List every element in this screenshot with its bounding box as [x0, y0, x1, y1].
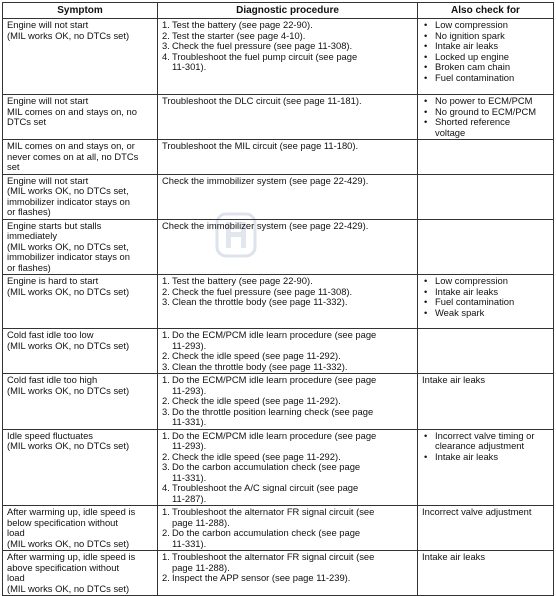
step-number: 1.: [162, 506, 170, 517]
also-check-item: [422, 117, 550, 128]
step-text-continued: page 11-288).: [172, 561, 230, 573]
also-check-text: No ground to ECM/PCM: [435, 106, 537, 117]
procedure-step: [162, 462, 414, 473]
also-check-cell: [418, 174, 554, 219]
symptom-line: (MIL works OK, no DTCs set): [7, 538, 130, 549]
symptom-line: below specification without: [7, 517, 118, 528]
also-check-text: Intake air leaks: [435, 41, 499, 51]
also-check-item: [422, 96, 550, 107]
also-check-text: Shorted reference: [435, 117, 511, 127]
table-row: [3, 506, 554, 551]
step-text: Check the idle speed (see page 11-292).: [172, 451, 341, 462]
also-check-text: Low compression: [435, 276, 508, 286]
also-check-item: [422, 297, 550, 308]
procedure-cell: [158, 140, 418, 175]
symptom-line: immobilizer indicator stays on: [7, 196, 130, 207]
procedure-cell: [158, 174, 418, 219]
step-text: Do the throttle position learning check (see page: [172, 406, 374, 417]
table-row: [3, 374, 554, 430]
also-check-cell: [418, 551, 554, 596]
symptom-line: load: [7, 528, 25, 538]
symptom-line: Engine will not start: [7, 96, 89, 106]
bullet-icon: •: [424, 285, 428, 297]
procedure-step: [162, 41, 414, 52]
also-check-text: Fuel contamination: [435, 297, 515, 307]
table-row: [3, 19, 554, 95]
step-number: 2.: [162, 527, 170, 538]
symptom-line: Engine will not start: [7, 20, 89, 30]
symptom-cell: [3, 174, 158, 219]
symptom-line: immediately: [7, 231, 58, 241]
step-text-continued: 11-331).: [172, 537, 207, 549]
bullet-icon: •: [424, 116, 428, 127]
symptom-line: After warming up, idle speed is: [7, 552, 136, 562]
also-check-text: Fuel contamination: [435, 72, 515, 83]
also-check-cell: [418, 506, 554, 551]
procedure-step: [162, 573, 414, 584]
bullet-icon: •: [424, 61, 428, 72]
step-text: Do the ECM/PCM idle learn procedure (see page: [172, 330, 377, 340]
bullet-icon: •: [424, 71, 428, 83]
bullet-icon: •: [424, 306, 428, 318]
procedure-step: [162, 507, 414, 518]
step-text: Test the starter (see page 4-10).: [172, 30, 306, 41]
procedure-cell: [158, 551, 418, 596]
symptom-cell: [3, 140, 158, 175]
also-check-item: [422, 41, 550, 52]
procedure-step: [162, 528, 414, 539]
step-number: 3.: [162, 360, 170, 372]
symptom-line: MIL comes on and stays on, or: [7, 141, 135, 151]
procedure-cell: [158, 506, 418, 551]
symptom-line: Engine is hard to start: [7, 276, 99, 286]
symptom-line: load: [7, 573, 25, 583]
also-check-cell: [418, 429, 554, 506]
procedure-step: [162, 297, 414, 308]
procedure-step: [162, 276, 414, 287]
step-text: Troubleshoot the fuel pump circuit (see page: [172, 51, 358, 62]
symptom-cell: [3, 275, 158, 329]
step-text: Inspect the APP sensor (see page 11-239).: [172, 573, 351, 583]
symptom-cell: [3, 329, 158, 374]
also-check-item: [422, 20, 550, 31]
step-text: Test the battery (see page 22-90).: [172, 20, 313, 30]
table-row: [3, 174, 554, 219]
bullet-icon: •: [424, 40, 428, 51]
symptom-line: (MIL works OK, no DTCs set): [7, 385, 130, 396]
step-number: 4.: [162, 50, 170, 62]
bullet-icon: •: [424, 50, 428, 62]
step-number: 1.: [162, 551, 170, 562]
procedure-step: [162, 396, 414, 407]
also-check-cell: [418, 275, 554, 329]
bullet-icon: •: [424, 95, 428, 106]
step-number: 3.: [162, 40, 170, 51]
bullet-icon: •: [424, 296, 428, 307]
step-number: 2.: [162, 350, 170, 361]
table-row: [3, 275, 554, 329]
symptom-line: never comes on at all, no DTCs: [7, 151, 139, 162]
symptom-line: (MIL works OK, no DTCs set,: [7, 186, 129, 196]
table-row: [3, 219, 554, 275]
diagnostic-table: [2, 2, 554, 596]
also-check-item: [422, 73, 550, 84]
also-check-item: [422, 107, 550, 118]
symptom-line: (MIL works OK, no DTCs set): [7, 583, 130, 594]
procedure-step: [162, 375, 414, 386]
step-text-continued: 11-331).: [172, 416, 207, 427]
symptom-line: (MIL works OK, no DTCs set): [7, 286, 130, 297]
symptom-cell: [3, 19, 158, 95]
header-symptom: Symptom: [3, 3, 158, 19]
procedure-text: Troubleshoot the DLC circuit (see page 11-181).: [162, 96, 362, 106]
also-check-text: Intake air leaks: [435, 286, 499, 297]
symptom-line: or flashes): [7, 262, 51, 273]
step-text: Check the fuel pressure (see page 11-308).: [172, 286, 353, 297]
symptom-line: Cold fast idle too high: [7, 375, 98, 385]
symptom-line: above specification without: [7, 562, 120, 573]
symptom-line: set: [7, 162, 20, 172]
symptom-line: or flashes): [7, 207, 51, 217]
procedure-text: Check the immobilizer system (see page 22-429).: [162, 175, 369, 186]
procedure-step: [162, 351, 414, 362]
step-text-continued: 11-331).: [172, 471, 207, 483]
step-number: 2.: [162, 395, 170, 406]
step-number: 2.: [162, 285, 170, 297]
symptom-line: After warming up, idle speed is: [7, 507, 136, 517]
step-text: Do the ECM/PCM idle learn procedure (see page: [172, 430, 377, 441]
symptom-line: (MIL works OK, no DTCs set): [7, 441, 130, 451]
step-text-continued: 11-287).: [172, 492, 207, 504]
symptom-cell: [3, 95, 158, 140]
also-check-cell: [418, 19, 554, 95]
step-number: 3.: [162, 461, 170, 472]
step-text: Troubleshoot the alternator FR signal circuit (see: [172, 552, 375, 562]
step-number: 2.: [162, 572, 170, 583]
procedure-text: Troubleshoot the MIL circuit (see page 11-180).: [162, 141, 359, 151]
also-check-text: Intake air leaks: [422, 552, 486, 562]
header-diagnostic-procedure: Diagnostic procedure: [158, 3, 418, 19]
step-number: 1.: [162, 275, 170, 286]
table-row: [3, 551, 554, 596]
step-number: 3.: [162, 405, 170, 417]
symptom-line: immobilizer indicator stays on: [7, 252, 130, 262]
step-text: Do the carbon accumulation check (see page: [172, 528, 361, 538]
symptom-line: Engine starts but stalls: [7, 220, 102, 231]
step-number: 1.: [162, 19, 170, 30]
procedure-cell: [158, 329, 418, 374]
table-header-row: [3, 3, 554, 19]
step-text: Check the idle speed (see page 11-292).: [172, 396, 341, 406]
step-text: Troubleshoot the A/C signal circuit (see page: [172, 483, 359, 493]
procedure-step: [162, 20, 414, 31]
also-check-text: Incorrect valve timing or: [435, 430, 535, 441]
bullet-icon: •: [424, 450, 428, 462]
step-text: Clean the throttle body (see page 11-332).: [172, 297, 348, 307]
also-check-cell: [418, 329, 554, 374]
step-text-continued: 11-293).: [172, 440, 207, 451]
header-also-check-for: Also check for: [418, 3, 554, 19]
step-number: 2.: [162, 29, 170, 41]
table-row: [3, 329, 554, 374]
symptom-line: (MIL works OK, no DTCs set): [7, 30, 130, 41]
also-check-text-continued: voltage: [435, 126, 466, 138]
step-number: 1.: [162, 429, 170, 441]
procedure-cell: [158, 374, 418, 430]
symptom-cell: [3, 506, 158, 551]
bullet-icon: •: [424, 29, 428, 41]
step-text-continued: page 11-288).: [172, 516, 230, 528]
also-check-text: Intake air leaks: [435, 451, 499, 462]
bullet-icon: •: [424, 19, 428, 30]
step-text: Test the battery (see page 22-90).: [172, 276, 313, 286]
also-check-text: Locked up engine: [435, 51, 510, 62]
step-text: Clean the throttle body (see page 11-332).: [172, 361, 348, 372]
symptom-cell: [3, 429, 158, 506]
also-check-item: [422, 31, 550, 42]
also-check-text: No power to ECM/PCM: [435, 96, 533, 106]
step-text-continued: 11-293).: [172, 384, 207, 396]
procedure-step: [162, 552, 414, 563]
step-text: Check the idle speed (see page 11-292).: [172, 351, 341, 361]
also-check-cell: [418, 95, 554, 140]
table-row: [3, 140, 554, 175]
also-check-item: [422, 308, 550, 319]
symptom-line: Idle speed fluctuates: [7, 430, 93, 441]
also-check-text: Intake air leaks: [422, 375, 486, 385]
also-check-text: No ignition spark: [435, 30, 505, 41]
also-check-text: Broken cam chain: [435, 62, 511, 72]
symptom-cell: [3, 374, 158, 430]
procedure-text: Check the immobilizer system (see page 22-429).: [162, 220, 369, 231]
bullet-icon: •: [424, 105, 428, 117]
table-row: [3, 429, 554, 506]
step-text-continued: 11-301).: [172, 61, 207, 72]
symptom-line: DTCs set: [7, 117, 47, 127]
step-text: Do the ECM/PCM idle learn procedure (see page: [172, 375, 377, 385]
step-text-continued: 11-293).: [172, 339, 207, 351]
bullet-icon: •: [424, 275, 428, 286]
step-number: 2.: [162, 450, 170, 462]
symptom-cell: [3, 219, 158, 275]
symptom-line: Engine will not start: [7, 175, 89, 186]
symptom-line: Cold fast idle too low: [7, 330, 94, 340]
also-check-item: [422, 287, 550, 298]
also-check-cell: [418, 374, 554, 430]
also-check-item: [422, 62, 550, 73]
also-check-item: [422, 452, 550, 463]
also-check-item: [422, 52, 550, 63]
also-check-text: Weak spark: [435, 307, 485, 318]
bullet-icon: •: [424, 429, 428, 441]
also-check-item: [422, 276, 550, 287]
procedure-step: [162, 452, 414, 463]
procedure-step: [162, 483, 414, 494]
table-row: [3, 95, 554, 140]
step-text: Check the fuel pressure (see page 11-308).: [172, 41, 353, 51]
procedure-cell: [158, 219, 418, 275]
procedure-step: [162, 31, 414, 42]
step-number: 3.: [162, 296, 170, 307]
also-check-text: Incorrect valve adjustment: [422, 507, 532, 517]
procedure-step: [162, 330, 414, 341]
symptom-line: (MIL works OK, no DTCs set,: [7, 241, 129, 252]
also-check-text-continued: clearance adjustment: [435, 440, 525, 451]
procedure-cell: [158, 19, 418, 95]
symptom-cell: [3, 551, 158, 596]
step-text: Do the carbon accumulation check (see page: [172, 462, 361, 472]
procedure-cell: [158, 429, 418, 506]
also-check-cell: [418, 140, 554, 175]
step-text: Troubleshoot the alternator FR signal circuit (see: [172, 507, 375, 517]
step-number: 4.: [162, 482, 170, 493]
also-check-text: Low compression: [435, 20, 508, 30]
step-number: 1.: [162, 374, 170, 385]
also-check-cell: [418, 219, 554, 275]
procedure-step: [162, 362, 414, 373]
procedure-cell: [158, 275, 418, 329]
symptom-line: (MIL works OK, no DTCs set): [7, 340, 130, 351]
procedure-step: [162, 287, 414, 298]
step-number: 1.: [162, 329, 170, 340]
symptom-line: MIL comes on and stays on, no: [7, 106, 137, 117]
procedure-cell: [158, 95, 418, 140]
